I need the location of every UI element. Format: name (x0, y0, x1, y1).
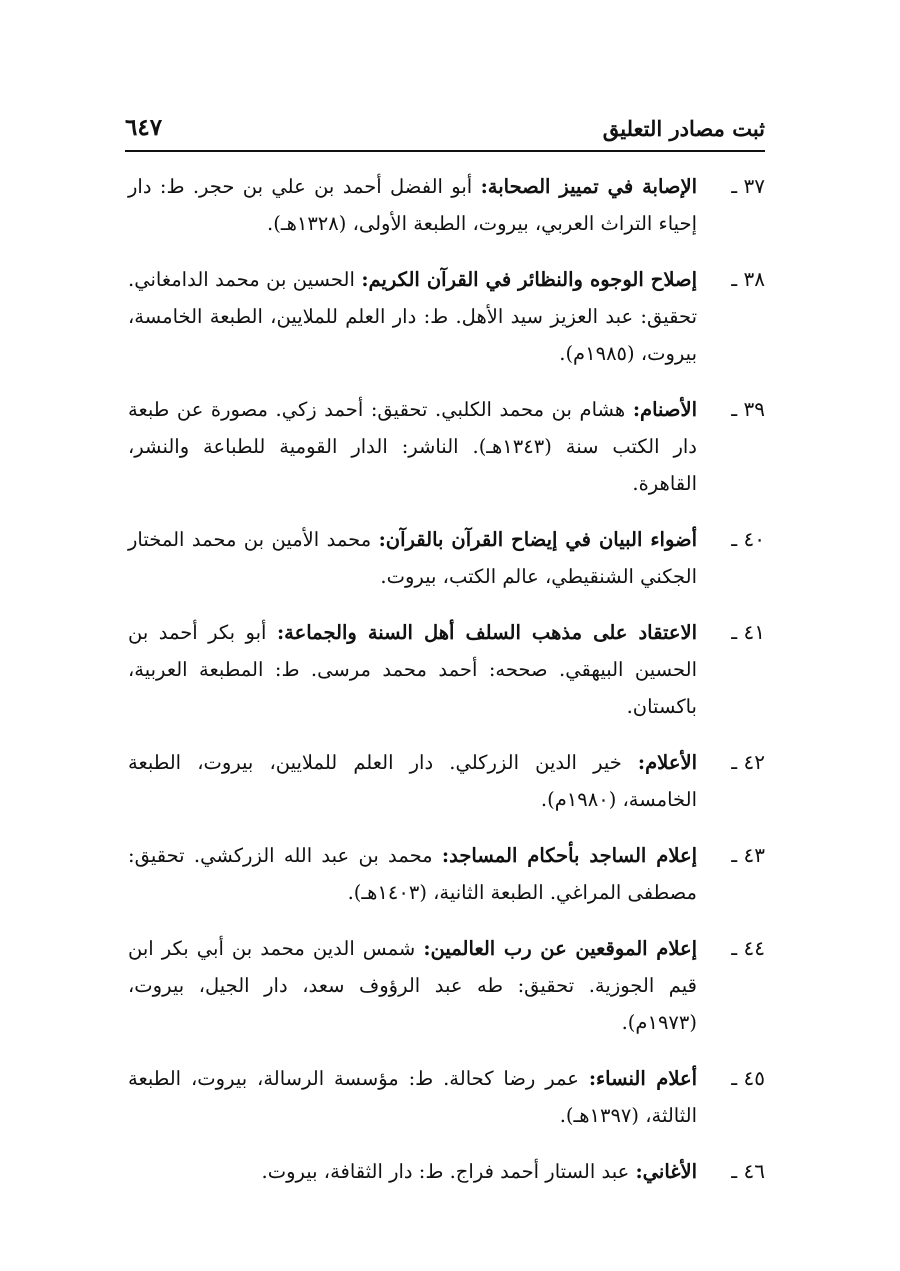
entry-number: ٤٢ ـ (731, 750, 765, 774)
entry-number: ٤٣ ـ (731, 843, 765, 867)
entry-number: ٣٩ ـ (731, 397, 765, 421)
bibliography-entry (128, 744, 765, 818)
bibliography-entry (128, 261, 765, 372)
entry-title: إصلاح الوجوه والنظائر في القرآن الكريم: (361, 268, 697, 291)
entry-number: ٤٦ ـ (731, 1159, 765, 1183)
entry-body (128, 521, 697, 595)
entry-title: الأعلام: (637, 751, 697, 774)
entry-text: خير الدين الزركلي. دار العلم للملايين، بيروت، الطبعة الخامسة، (١٩٨٠م). (128, 751, 697, 811)
bibliography-entry (128, 1153, 765, 1190)
bibliography-list (128, 168, 765, 1209)
bibliography-entry (128, 521, 765, 595)
entry-body (128, 837, 697, 911)
entry-text: هشام بن محمد الكلبي. تحقيق: أحمد زكي. مصورة عن طبعة دار الكتب سنة (١٣٤٣هـ). الناشر: الدار القومية للطباعة والنشر، القاهرة. (128, 398, 697, 495)
entry-text: الحسين بن محمد الدامغاني. تحقيق: عبد العزيز سيد الأهل. ط: دار العلم للملايين، الطبعة الخامسة، بيروت، (١٩٨٥م). (128, 268, 697, 365)
page-header (125, 112, 765, 152)
entry-text: عمر رضا كحالة. ط: مؤسسة الرسالة، بيروت، الطبعة الثالثة، (١٣٩٧هـ). (128, 1067, 697, 1127)
entry-text: محمد الأمين بن محمد المختار الجكني الشنقيطي، عالم الكتب، بيروت. (128, 528, 697, 588)
bibliography-entry (128, 391, 765, 502)
entry-body (128, 614, 697, 725)
entry-title: الإصابة في تمييز الصحابة: (480, 175, 698, 198)
bibliography-entry (128, 1060, 765, 1134)
bibliography-entry (128, 930, 765, 1041)
entry-title: الاعتقاد على مذهب السلف أهل السنة والجماعة: (276, 621, 697, 644)
running-title: ثبت مصادر التعليق (602, 116, 765, 141)
entry-text: محمد بن عبد الله الزركشي. تحقيق: مصطفى المراغي. الطبعة الثانية، (١٤٠٣هـ). (128, 844, 697, 904)
entry-body (128, 391, 697, 502)
entry-number: ٣٧ ـ (731, 174, 765, 198)
entry-number: ٣٨ ـ (731, 267, 765, 291)
entry-title: الأصنام: (632, 398, 698, 421)
entry-text: شمس الدين محمد بن أبي بكر ابن قيم الجوزية. تحقيق: طه عبد الرؤوف سعد، دار الجيل، بيروت، (١٩٧٣م). (128, 937, 697, 1034)
entry-body (128, 1153, 697, 1190)
entry-title: إعلام الساجد بأحكام المساجد: (441, 844, 698, 867)
page-number: ٦٤٧ (125, 114, 163, 141)
entry-title: الأغاني: (635, 1160, 697, 1183)
entry-number: ٤٥ ـ (731, 1066, 765, 1090)
bibliography-entry (128, 168, 765, 242)
entry-text: عبد الستار أحمد فراج. ط: دار الثقافة، بيروت. (261, 1160, 630, 1183)
entry-title: إعلام الموقعين عن رب العالمين: (423, 937, 698, 960)
entry-body (128, 1060, 697, 1134)
bibliography-entry (128, 614, 765, 725)
entry-body (128, 261, 697, 372)
entry-body (128, 930, 697, 1041)
entry-title: أضواء البيان في إيضاح القرآن بالقرآن: (378, 528, 698, 551)
entry-body (128, 168, 697, 242)
entry-text: أبو بكر أحمد بن الحسين البيهقي. صححه: أحمد محمد مرسى. ط: المطبعة العربية، باكستان. (128, 621, 697, 718)
entry-body (128, 744, 697, 818)
entry-number: ٤١ ـ (731, 620, 765, 644)
entry-number: ٤٤ ـ (731, 936, 765, 960)
entry-number: ٤٠ ـ (731, 527, 765, 551)
entry-title: أعلام النساء: (588, 1067, 698, 1090)
bibliography-entry (128, 837, 765, 911)
entry-text: أبو الفضل أحمد بن علي بن حجر. ط: دار إحياء التراث العربي، بيروت، الطبعة الأولى، (١٣٢٨هـ). (128, 175, 697, 235)
